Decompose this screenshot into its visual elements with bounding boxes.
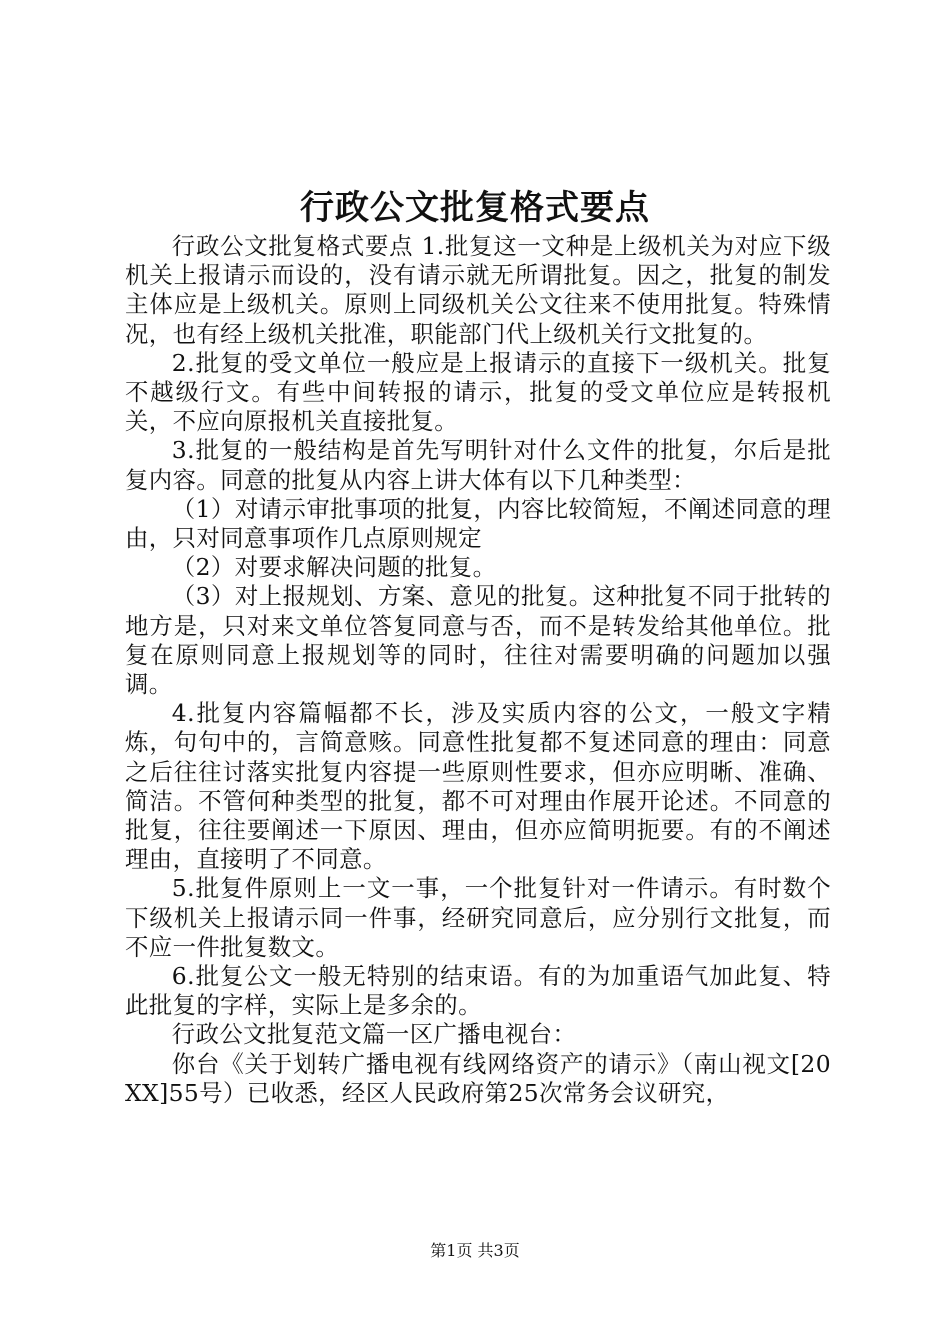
paragraph-sample-body: 你台《关于划转广播电视有线网络资产的请示》（南山视文[20XX]55号）已收悉，经区人民政府第25次常务会议研究， [125,1049,831,1107]
document-body [125,232,831,1108]
paragraph-sample-heading: 行政公文批复范文篇一区广播电视台： [171,1020,577,1049]
paragraph-type-1: （1）对请示审批事项的批复，内容比较简短，不阐述同意的理由，只对同意事项作几点原则规定 [125,494,831,553]
paragraph-point-6: 6.批复公文一般无特别的结束语。有的为加重语气加此复、特此批复的字样，实际上是多余的。 [125,962,831,1020]
paragraph-type-3: （3）对上报规划、方案、意见的批复。这种批复不同于批转的地方是，只对来文单位答复同意与否，而不是转发给其他单位。批复在原则同意上报规划等的同时，往往对需要明确的问题加以强调。 [125,582,831,699]
paragraph-type-2: （2）对要求解决问题的批复。 [171,553,497,582]
paragraph-point-3: 3.批复的一般结构是首先写明针对什么文件的批复，尔后是批复内容。同意的批复从内容上讲大体有以下几种类型： [125,436,831,494]
paragraph-point-4: 4.批复内容篇幅都不长，涉及实质内容的公文，一般文字精炼，句句中的，言简意赅。同意性批复都不复述同意的理由：同意之后往往讨落实批复内容提一些原则性要求，但亦应明晰、准确、简洁。不管何种类型的批复，都不可对理由作展开论述。不同意的批复，往往要阐述一下原因、理由，但亦应简明扼要。有的不阐述理由，直接明了不同意。 [125,699,831,874]
paragraph-point-5: 5.批复件原则上一文一事，一个批复针对一件请示。有时数个下级机关上报请示同一件事，经研究同意后，应分别行文批复，而不应一件批复数文。 [125,874,831,961]
paragraph-point-2: 2.批复的受文单位一般应是上报请示的直接下一级机关。批复不越级行文。有些中间转报的请示，批复的受文单位应是转报机关，不应向原报机关直接批复。 [125,348,831,436]
page-footer: 第1页 共3页 [430,1241,520,1260]
document-title: 行政公文批复格式要点 [300,188,650,228]
paragraph-intro: 行政公文批复格式要点 1.批复这一文种是上级机关为对应下级机关上报请示而设的，没有请示就无所谓批复。因之，批复的制发主体应是上级机关。原则上同级机关公文往来不使用批复。特殊情况，也有经上级机关批准，职能部门代上级机关行文批复的。 [125,232,831,348]
